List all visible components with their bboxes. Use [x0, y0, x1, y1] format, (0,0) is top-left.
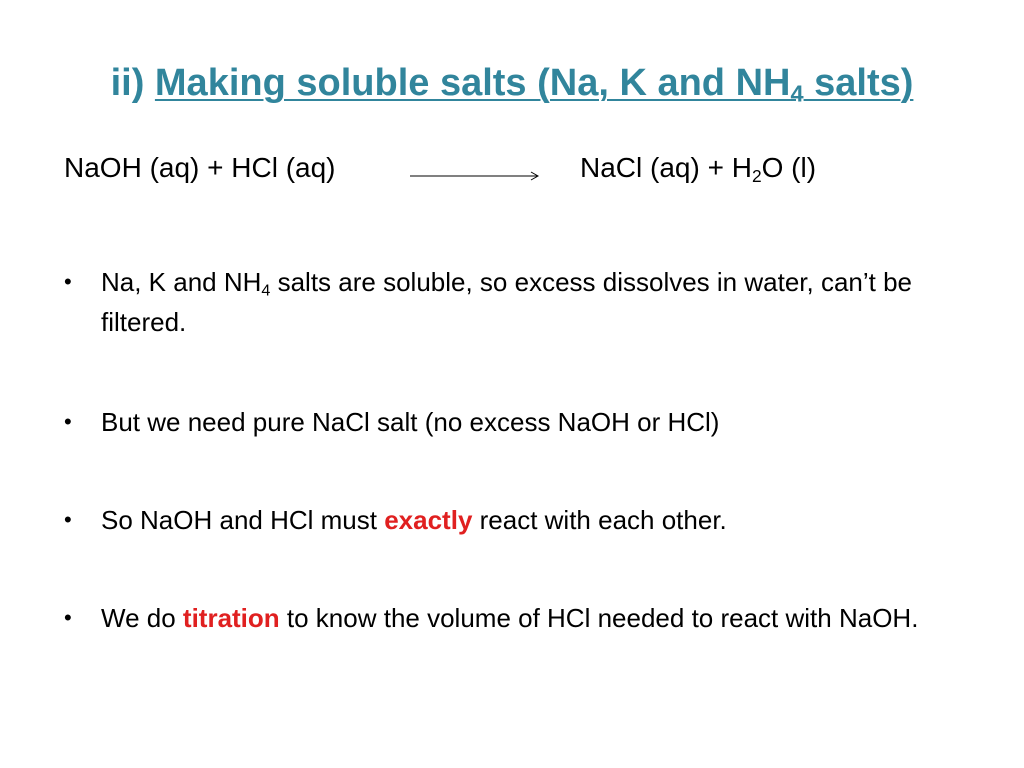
- bullet-icon: •: [64, 507, 72, 532]
- highlight-word: titration: [182, 603, 280, 633]
- products-subscript: 2: [751, 165, 762, 186]
- bullet-text: [101, 267, 912, 337]
- products-start: NaCl (aq) + H: [580, 152, 752, 183]
- chemical-equation: [64, 152, 964, 202]
- title-end-text: salts): [803, 62, 914, 104]
- highlight-word: exactly: [384, 505, 473, 535]
- bullet-text: [101, 603, 918, 633]
- bullet-item: [64, 598, 964, 638]
- bullet-icon: •: [64, 409, 72, 434]
- slide-title: [0, 62, 1024, 105]
- title-main-text: Making soluble salts (Na, K and NH: [154, 62, 791, 104]
- bullet-icon: •: [64, 605, 72, 630]
- bullet-text-end: salts are soluble, so excess dissolves in water, can’t be filtered.: [101, 267, 913, 337]
- title-prefix: ii): [110, 62, 155, 104]
- bullet-subscript: 4: [261, 281, 271, 300]
- bullet-item: [64, 500, 964, 540]
- bullet-text-start: So NaOH and HCl must: [101, 505, 385, 535]
- bullet-text-end: to know the volume of HCl needed to react with NaOH.: [279, 603, 919, 633]
- equation-reactants: NaOH (aq) + HCl (aq): [64, 152, 336, 183]
- bullet-icon: •: [64, 269, 72, 294]
- bullet-text-end: react with each other.: [472, 505, 727, 535]
- bullet-text: [101, 505, 727, 535]
- title-subscript: 4: [790, 80, 804, 107]
- equation-products: [580, 152, 816, 184]
- products-end: O (l): [761, 152, 817, 183]
- bullet-text: But we need pure NaCl salt (no excess NaOH or HCl): [101, 407, 720, 437]
- bullet-text-start: We do: [101, 603, 183, 633]
- bullet-item: [64, 402, 964, 442]
- reaction-arrow-icon: [410, 170, 540, 182]
- bullet-text-start: Na, K and NH: [101, 267, 262, 297]
- bullet-item: [64, 262, 964, 342]
- bullet-list: [64, 262, 964, 638]
- title-main: [154, 62, 914, 107]
